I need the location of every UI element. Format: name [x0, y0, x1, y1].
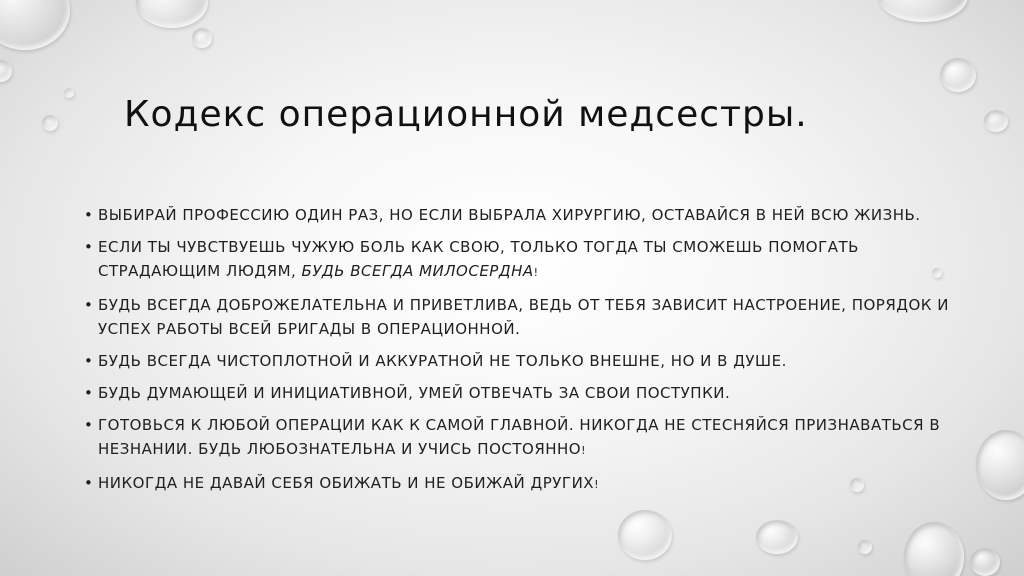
bullet-dot-icon: • [84, 238, 94, 256]
bullet-text: БУДЬ ВСЕГДА ДОБРОЖЕЛАТЕЛЬНА И ПРИВЕТЛИВА, ВЕДЬ ОТ ТЕБЯ ЗАВИСИТ НАСТРОЕНИЕ, ПОРЯДОК И УСПЕХ РАБОТЫ ВСЕЙ БРИГАДЫ В ОПЕРАЦИОННОЙ. [98, 296, 949, 338]
bullet-dot-icon: • [84, 384, 94, 402]
bullet-dot-icon: • [84, 206, 94, 224]
water-drop-decoration [0, 0, 70, 50]
bullet-end-mark: ! [581, 444, 587, 457]
water-drop-decoration [64, 88, 74, 98]
slide-title: Кодекс операционной медсестры. [124, 94, 808, 135]
bullet-emphasis: БУДЬ ВСЕГДА МИЛОСЕРДНА [301, 262, 534, 280]
bullet-text: БУДЬ ВСЕГДА ЧИСТОПЛОТНОЙ И АККУРАТНОЙ НЕ ТОЛЬКО ВНЕШНЕ, НО И В ДУШЕ. [98, 352, 787, 370]
bullet-text: ВЫБИРАЙ ПРОФЕССИЮ ОДИН РАЗ, НО ЕСЛИ ВЫБРАЛА ХИРУРГИЮ, ОСТАВАЙСЯ В НЕЙ ВСЮ ЖИЗНЬ. [98, 206, 921, 224]
water-drop-decoration [0, 60, 12, 82]
bullet-text: ГОТОВЬСЯ К ЛЮБОЙ ОПЕРАЦИИ КАК К САМОЙ ГЛАВНОЙ. НИКОГДА НЕ СТЕСНЯЙСЯ ПРИЗНАВАТЬСЯ В НЕЗНАНИИ. БУДЬ ЛЮБОЗНАТЕЛЬНА И УЧИСЬ ПОСТОЯННО [98, 416, 941, 458]
water-drop-decoration [42, 115, 58, 131]
bullet-item [84, 413, 964, 463]
water-drop-decoration [970, 548, 1000, 576]
bullet-dot-icon: • [84, 416, 94, 434]
water-drop-decoration [192, 28, 212, 48]
water-drop-decoration [136, 0, 208, 28]
bullet-list [84, 203, 964, 505]
water-drop-decoration [858, 540, 872, 554]
water-drop-decoration [984, 110, 1008, 132]
water-drop-decoration [976, 430, 1024, 500]
bullet-dot-icon: • [84, 474, 94, 492]
water-drop-decoration [756, 520, 798, 554]
water-drop-decoration [940, 58, 976, 92]
bullet-text: БУДЬ ДУМАЮЩЕЙ И ИНИЦИАТИВНОЙ, УМЕЙ ОТВЕЧАТЬ ЗА СВОИ ПОСТУПКИ. [98, 384, 731, 402]
bullet-end-mark: ! [533, 266, 539, 279]
bullet-item [84, 471, 964, 497]
bullet-item [84, 293, 964, 341]
bullet-text: НИКОГДА НЕ ДАВАЙ СЕБЯ ОБИЖАТЬ И НЕ ОБИЖАЙ ДРУГИХ [98, 474, 595, 492]
water-drop-decoration [904, 522, 964, 576]
bullet-item [84, 203, 964, 227]
bullet-text: ЕСЛИ ТЫ ЧУВСТВУЕШЬ ЧУЖУЮ БОЛЬ КАК СВОЮ, ТОЛЬКО ТОГДА ТЫ СМОЖЕШЬ ПОМОГАТЬ СТРАДАЮЩИМ ЛЮДЯМ, [98, 238, 859, 280]
bullet-item [84, 235, 964, 285]
bullet-item [84, 381, 964, 405]
bullet-dot-icon: • [84, 352, 94, 370]
water-drop-decoration [878, 0, 968, 22]
water-drop-decoration [618, 510, 672, 560]
bullet-item [84, 349, 964, 373]
bullet-dot-icon: • [84, 296, 94, 314]
bullet-end-mark: ! [594, 478, 599, 491]
